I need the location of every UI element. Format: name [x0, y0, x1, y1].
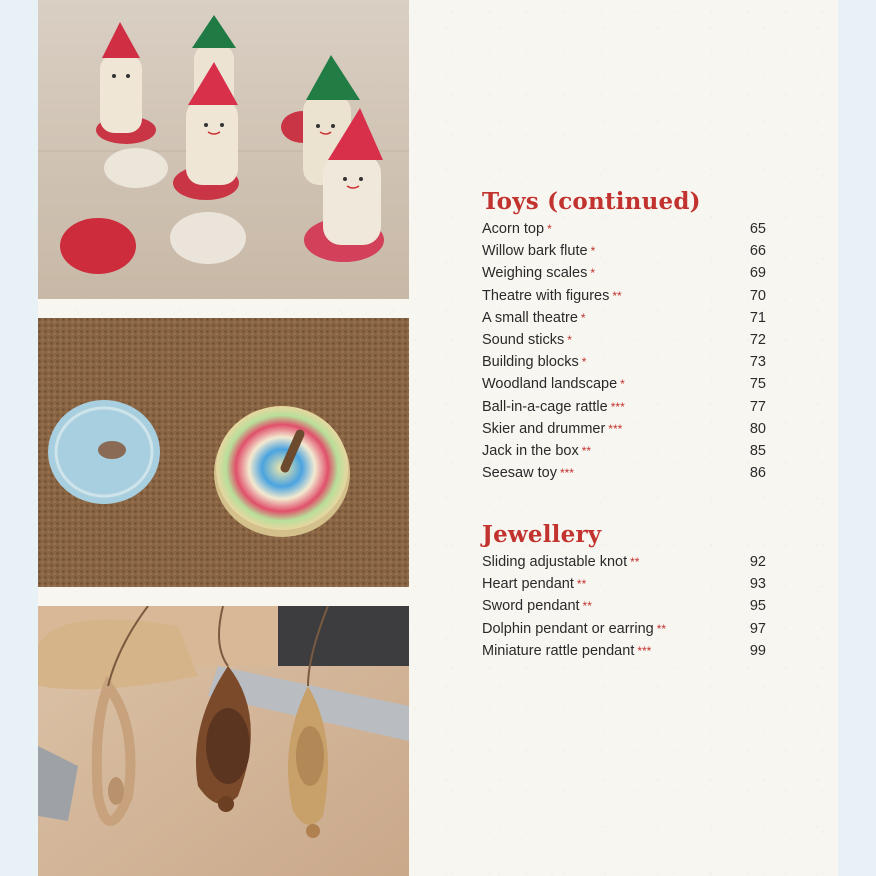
entry-title	[482, 307, 586, 329]
entry-title	[482, 618, 666, 640]
toc-entry	[482, 418, 766, 440]
difficulty-stars: *	[620, 377, 625, 392]
entry-title	[482, 285, 622, 307]
page-number: 72	[749, 332, 766, 349]
toc-entry	[482, 329, 766, 351]
entry-title	[482, 351, 586, 373]
difficulty-stars: **	[630, 555, 640, 569]
entry-title-text: Willow bark flute	[482, 243, 588, 260]
spinning-tops-photo	[38, 318, 409, 587]
page-number: 80	[749, 420, 766, 437]
toc-entry	[482, 351, 766, 373]
carved-pendants-photo	[38, 606, 409, 876]
difficulty-stars: **	[576, 577, 587, 592]
entry-title	[482, 262, 595, 284]
entry-title-text: Acorn top	[482, 221, 545, 237]
section-title: Toys (continued)	[482, 188, 701, 215]
toc-list	[482, 218, 766, 484]
entry-title-text: Woodland landscape	[482, 376, 618, 393]
page-number: 97	[749, 620, 766, 637]
difficulty-stars: **	[612, 288, 622, 303]
difficulty-stars: *	[547, 222, 552, 236]
entry-title-text: Dolphin pendant or earring	[482, 620, 654, 637]
section-title: Jewellery	[482, 521, 602, 548]
toc-entry	[482, 396, 766, 418]
toc-entry	[482, 551, 766, 573]
difficulty-stars: *	[580, 310, 586, 325]
toc-section-toys	[482, 188, 766, 484]
entry-title-text: Sound sticks	[482, 332, 565, 349]
difficulty-stars: **	[582, 599, 592, 614]
difficulty-stars: *	[581, 355, 587, 370]
page-number: 93	[749, 576, 766, 593]
toc-entry	[482, 440, 766, 462]
entry-title-text: Jack in the box	[482, 443, 579, 460]
entry-title-text: Seesaw toy	[482, 465, 557, 482]
toc-entry	[482, 462, 766, 484]
difficulty-stars: ***	[610, 399, 625, 414]
toc-entry	[482, 307, 766, 329]
toc-entry	[482, 218, 766, 240]
difficulty-stars: *	[567, 333, 572, 348]
page-number: 66	[749, 243, 766, 260]
difficulty-stars: *	[590, 244, 596, 259]
page-number: 92	[749, 554, 766, 570]
entry-title	[482, 440, 591, 462]
toc-entry	[482, 640, 766, 662]
entry-title-text: Miniature rattle pendant	[482, 642, 635, 659]
page-number: 95	[749, 598, 766, 615]
entry-title	[482, 218, 552, 240]
page-number: 73	[749, 354, 766, 371]
entry-title	[482, 551, 639, 573]
entry-title-text: Theatre with figures	[482, 287, 610, 304]
entry-title	[482, 418, 622, 440]
page-number: 69	[749, 265, 766, 282]
page-number: 65	[749, 221, 766, 237]
toc-entry	[482, 595, 766, 617]
toc-entry	[482, 240, 766, 262]
difficulty-stars: ***	[608, 421, 623, 436]
entry-title-text: Weighing scales	[482, 265, 588, 282]
difficulty-stars: ***	[559, 466, 574, 481]
entry-title	[482, 396, 625, 418]
difficulty-stars: **	[656, 621, 667, 636]
page-number: 86	[749, 465, 766, 482]
entry-title-text: Sword pendant	[482, 598, 580, 615]
entry-title	[482, 329, 572, 351]
entry-title-text: A small theatre	[482, 309, 578, 326]
toc-entry	[482, 373, 766, 395]
entry-title	[482, 640, 651, 662]
entry-title	[482, 595, 592, 617]
toc-entry	[482, 285, 766, 307]
entry-title	[482, 573, 586, 595]
toc-entry	[482, 262, 766, 284]
entry-title	[482, 373, 625, 395]
page-number: 77	[749, 398, 766, 415]
entry-title-text: Ball-in-a-cage rattle	[482, 398, 608, 415]
entry-title-text: Heart pendant	[482, 576, 574, 593]
gnome-figures-photo	[38, 0, 409, 299]
entry-title-text: Sliding adjustable knot	[482, 554, 628, 570]
entry-title-text: Skier and drummer	[482, 420, 606, 437]
page-number: 71	[749, 309, 766, 326]
page-number: 75	[749, 376, 766, 393]
toc-list	[482, 551, 766, 662]
toc-entry	[482, 573, 766, 595]
entry-title-text: Building blocks	[482, 354, 579, 371]
entry-title	[482, 462, 574, 484]
difficulty-stars: *	[590, 266, 595, 281]
page-number: 70	[749, 287, 766, 304]
toc-section-jewellery	[482, 521, 766, 662]
difficulty-stars: **	[581, 444, 592, 459]
page-number: 99	[749, 642, 766, 659]
page-number: 85	[749, 443, 766, 460]
entry-title	[482, 240, 595, 262]
difficulty-stars: ***	[637, 643, 652, 658]
toc-entry	[482, 618, 766, 640]
